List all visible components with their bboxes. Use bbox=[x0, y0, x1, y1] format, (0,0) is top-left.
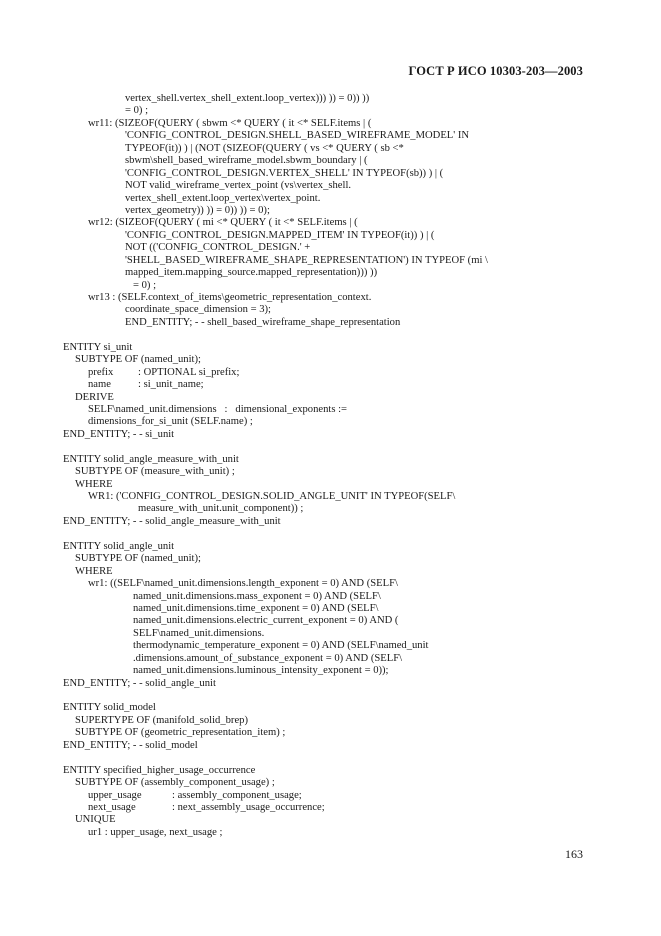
code-line-text: ur1 : upper_usage, next_usage ; bbox=[88, 826, 223, 838]
code-line bbox=[0, 553, 661, 565]
blank-line bbox=[0, 752, 661, 764]
code-line-text: 'CONFIG_CONTROL_DESIGN.MAPPED_ITEM' IN TYPEOF(it)) ) | ( bbox=[125, 229, 435, 241]
code-line bbox=[0, 665, 661, 677]
code-line bbox=[0, 503, 661, 515]
code-line bbox=[0, 255, 661, 267]
code-line bbox=[0, 777, 661, 789]
code-line bbox=[0, 205, 661, 217]
code-line-text: named_unit.dimensions.luminous_intensity_exponent = 0)); bbox=[133, 665, 389, 677]
code-line bbox=[0, 416, 661, 428]
code-line bbox=[0, 130, 661, 142]
code-line bbox=[0, 615, 661, 627]
code-line bbox=[0, 118, 661, 130]
code-line-text: wr1: ((SELF\named_unit.dimensions.length_exponent = 0) AND (SELF\ bbox=[88, 578, 398, 590]
code-line bbox=[0, 280, 661, 292]
code-line bbox=[0, 105, 661, 117]
blank-line bbox=[0, 528, 661, 540]
code-line bbox=[0, 628, 661, 640]
code-line bbox=[0, 715, 661, 727]
code-line-text: DERIVE bbox=[75, 391, 114, 403]
code-line-attribute-type: : next_assembly_usage_occurrence; bbox=[172, 801, 325, 813]
code-line bbox=[0, 479, 661, 491]
code-line-text: = 0) ; bbox=[133, 279, 157, 291]
blank-line bbox=[0, 329, 661, 341]
code-line bbox=[0, 802, 661, 814]
code-line-text: upper_usage bbox=[88, 789, 142, 801]
code-line-text: TYPEOF(it)) ) | (NOT (SIZEOF(QUERY ( vs <* QUERY ( sb <* bbox=[125, 142, 404, 154]
code-line bbox=[0, 541, 661, 553]
code-line-text: END_ENTITY; - - solid_angle_measure_with_unit bbox=[63, 515, 281, 527]
code-line-text: sbwm\shell_based_wireframe_model.sbwm_boundary | ( bbox=[125, 155, 368, 167]
blank-line bbox=[0, 690, 661, 702]
code-line-text: END_ENTITY; - - solid_angle_unit bbox=[63, 677, 216, 689]
code-line-text: SUBTYPE OF (assembly_component_usage) ; bbox=[75, 777, 275, 789]
code-line-text: WHERE bbox=[75, 478, 113, 490]
code-line bbox=[0, 653, 661, 665]
code-line-attribute-type: : OPTIONAL si_prefix; bbox=[138, 366, 240, 378]
code-line-text: wr13 : (SELF.context_of_items\geometric_representation_context. bbox=[88, 292, 372, 303]
code-line-text: thermodynamic_temperature_exponent = 0) AND (SELF\named_unit bbox=[133, 640, 429, 652]
code-line-text: measure_with_unit.unit_component)) ; bbox=[138, 503, 304, 515]
code-line-attribute-type: : si_unit_name; bbox=[138, 379, 204, 391]
code-line bbox=[0, 566, 661, 578]
code-line-text: ENTITY solid_angle_unit bbox=[63, 540, 175, 552]
code-line bbox=[0, 93, 661, 105]
code-line-text: ENTITY solid_angle_measure_with_unit bbox=[63, 453, 239, 465]
code-line-text: NOT valid_wireframe_vertex_point (vs\vertex_shell. bbox=[125, 180, 352, 192]
code-line bbox=[0, 317, 661, 329]
code-line bbox=[0, 678, 661, 690]
code-line bbox=[0, 727, 661, 739]
code-line bbox=[0, 180, 661, 192]
code-line bbox=[0, 578, 661, 590]
code-line-text: NOT (('CONFIG_CONTROL_DESIGN.' + bbox=[125, 242, 311, 254]
code-line bbox=[0, 702, 661, 714]
code-line bbox=[0, 342, 661, 354]
code-line-text: mapped_item.mapping_source.mapped_representation))) )) bbox=[125, 267, 378, 279]
code-line-text: = 0) ; bbox=[125, 105, 149, 117]
document-body bbox=[0, 93, 661, 839]
code-line bbox=[0, 765, 661, 777]
code-line-text: 'CONFIG_CONTROL_DESIGN.SHELL_BASED_WIREFRAME_MODEL' IN bbox=[125, 130, 469, 142]
code-line-text: named_unit.dimensions.time_exponent = 0) AND (SELF\ bbox=[133, 602, 379, 614]
code-line-text: WHERE bbox=[75, 565, 113, 577]
code-line bbox=[0, 516, 661, 528]
code-line bbox=[0, 814, 661, 826]
code-line bbox=[0, 217, 661, 229]
code-line bbox=[0, 155, 661, 167]
code-line-text: SELF\named_unit.dimensions : dimensional_exponents := bbox=[88, 403, 348, 415]
code-line-text: vertex_shell_extent.loop_vertex\vertex_point. bbox=[125, 192, 321, 204]
code-line-text: wr11: (SIZEOF(QUERY ( sbwm <* QUERY ( it <* SELF.items | ( bbox=[88, 117, 372, 129]
code-line bbox=[0, 740, 661, 752]
code-line-text: next_usage bbox=[88, 801, 136, 813]
code-line bbox=[0, 168, 661, 180]
code-line-text: 'SHELL_BASED_WIREFRAME_SHAPE_REPRESENTATION') IN TYPEOF (mi \ bbox=[125, 254, 488, 266]
code-line bbox=[0, 404, 661, 416]
code-line-text: ENTITY solid_model bbox=[63, 702, 156, 714]
code-line-text: vertex_geometry)) )) = 0)) )) = 0); bbox=[125, 204, 270, 216]
code-line-text: ENTITY si_unit bbox=[63, 341, 133, 353]
code-line bbox=[0, 429, 661, 441]
code-line-text: END_ENTITY; - - shell_based_wireframe_shape_representation bbox=[125, 316, 401, 328]
code-line-text: END_ENTITY; - - si_unit bbox=[63, 428, 175, 440]
code-line-text: named_unit.dimensions.electric_current_exponent = 0) AND ( bbox=[133, 615, 399, 627]
code-line-text: END_ENTITY; - - solid_model bbox=[63, 739, 198, 751]
code-line-text: SUBTYPE OF (named_unit); bbox=[75, 553, 201, 565]
code-line-text: ENTITY specified_higher_usage_occurrence bbox=[63, 764, 256, 776]
code-line-text: SUPERTYPE OF (manifold_solid_brep) bbox=[75, 714, 248, 726]
code-line bbox=[0, 367, 661, 379]
code-line-text: dimensions_for_si_unit (SELF.name) ; bbox=[88, 416, 253, 428]
code-line bbox=[0, 392, 661, 404]
code-line-attribute-type: : assembly_component_usage; bbox=[172, 789, 302, 801]
code-line bbox=[0, 242, 661, 254]
code-line bbox=[0, 304, 661, 316]
code-line-text: coordinate_space_dimension = 3); bbox=[125, 304, 272, 316]
code-line bbox=[0, 267, 661, 279]
code-line-text: name bbox=[88, 379, 111, 391]
code-line-text: prefix bbox=[88, 366, 114, 378]
code-line-text: WR1: ('CONFIG_CONTROL_DESIGN.SOLID_ANGLE_UNIT' IN TYPEOF(SELF\ bbox=[88, 491, 456, 502]
code-line bbox=[0, 603, 661, 615]
code-line bbox=[0, 454, 661, 466]
code-line bbox=[0, 640, 661, 652]
code-line-text: SUBTYPE OF (geometric_representation_item) ; bbox=[75, 727, 286, 739]
code-line bbox=[0, 466, 661, 478]
blank-line bbox=[0, 441, 661, 453]
code-line bbox=[0, 790, 661, 802]
code-line bbox=[0, 827, 661, 839]
code-line bbox=[0, 491, 661, 503]
code-line bbox=[0, 292, 661, 304]
code-line-text: named_unit.dimensions.mass_exponent = 0) AND (SELF\ bbox=[133, 590, 381, 602]
code-line-text: .dimensions.amount_of_substance_exponent = 0) AND (SELF\ bbox=[133, 652, 403, 664]
code-line-text: wr12: (SIZEOF(QUERY ( mi <* QUERY ( it <* SELF.items | ( bbox=[88, 217, 358, 229]
page-header-standard-code: ГОСТ Р ИСО 10303-203—2003 bbox=[408, 64, 583, 78]
code-line-text: SELF\named_unit.dimensions. bbox=[133, 627, 265, 639]
code-line bbox=[0, 354, 661, 366]
code-line-text: vertex_shell.vertex_shell_extent.loop_vertex))) )) = 0)) )) bbox=[125, 93, 370, 104]
code-line bbox=[0, 193, 661, 205]
code-line-text: SUBTYPE OF (named_unit); bbox=[75, 354, 201, 366]
code-line-text: 'CONFIG_CONTROL_DESIGN.VERTEX_SHELL' IN TYPEOF(sb)) ) | ( bbox=[125, 167, 444, 179]
code-line bbox=[0, 230, 661, 242]
code-line bbox=[0, 379, 661, 391]
code-line bbox=[0, 143, 661, 155]
code-line-text: UNIQUE bbox=[75, 814, 116, 826]
page-number: 163 bbox=[565, 847, 583, 861]
code-line-text: SUBTYPE OF (measure_with_unit) ; bbox=[75, 466, 235, 478]
code-line bbox=[0, 591, 661, 603]
